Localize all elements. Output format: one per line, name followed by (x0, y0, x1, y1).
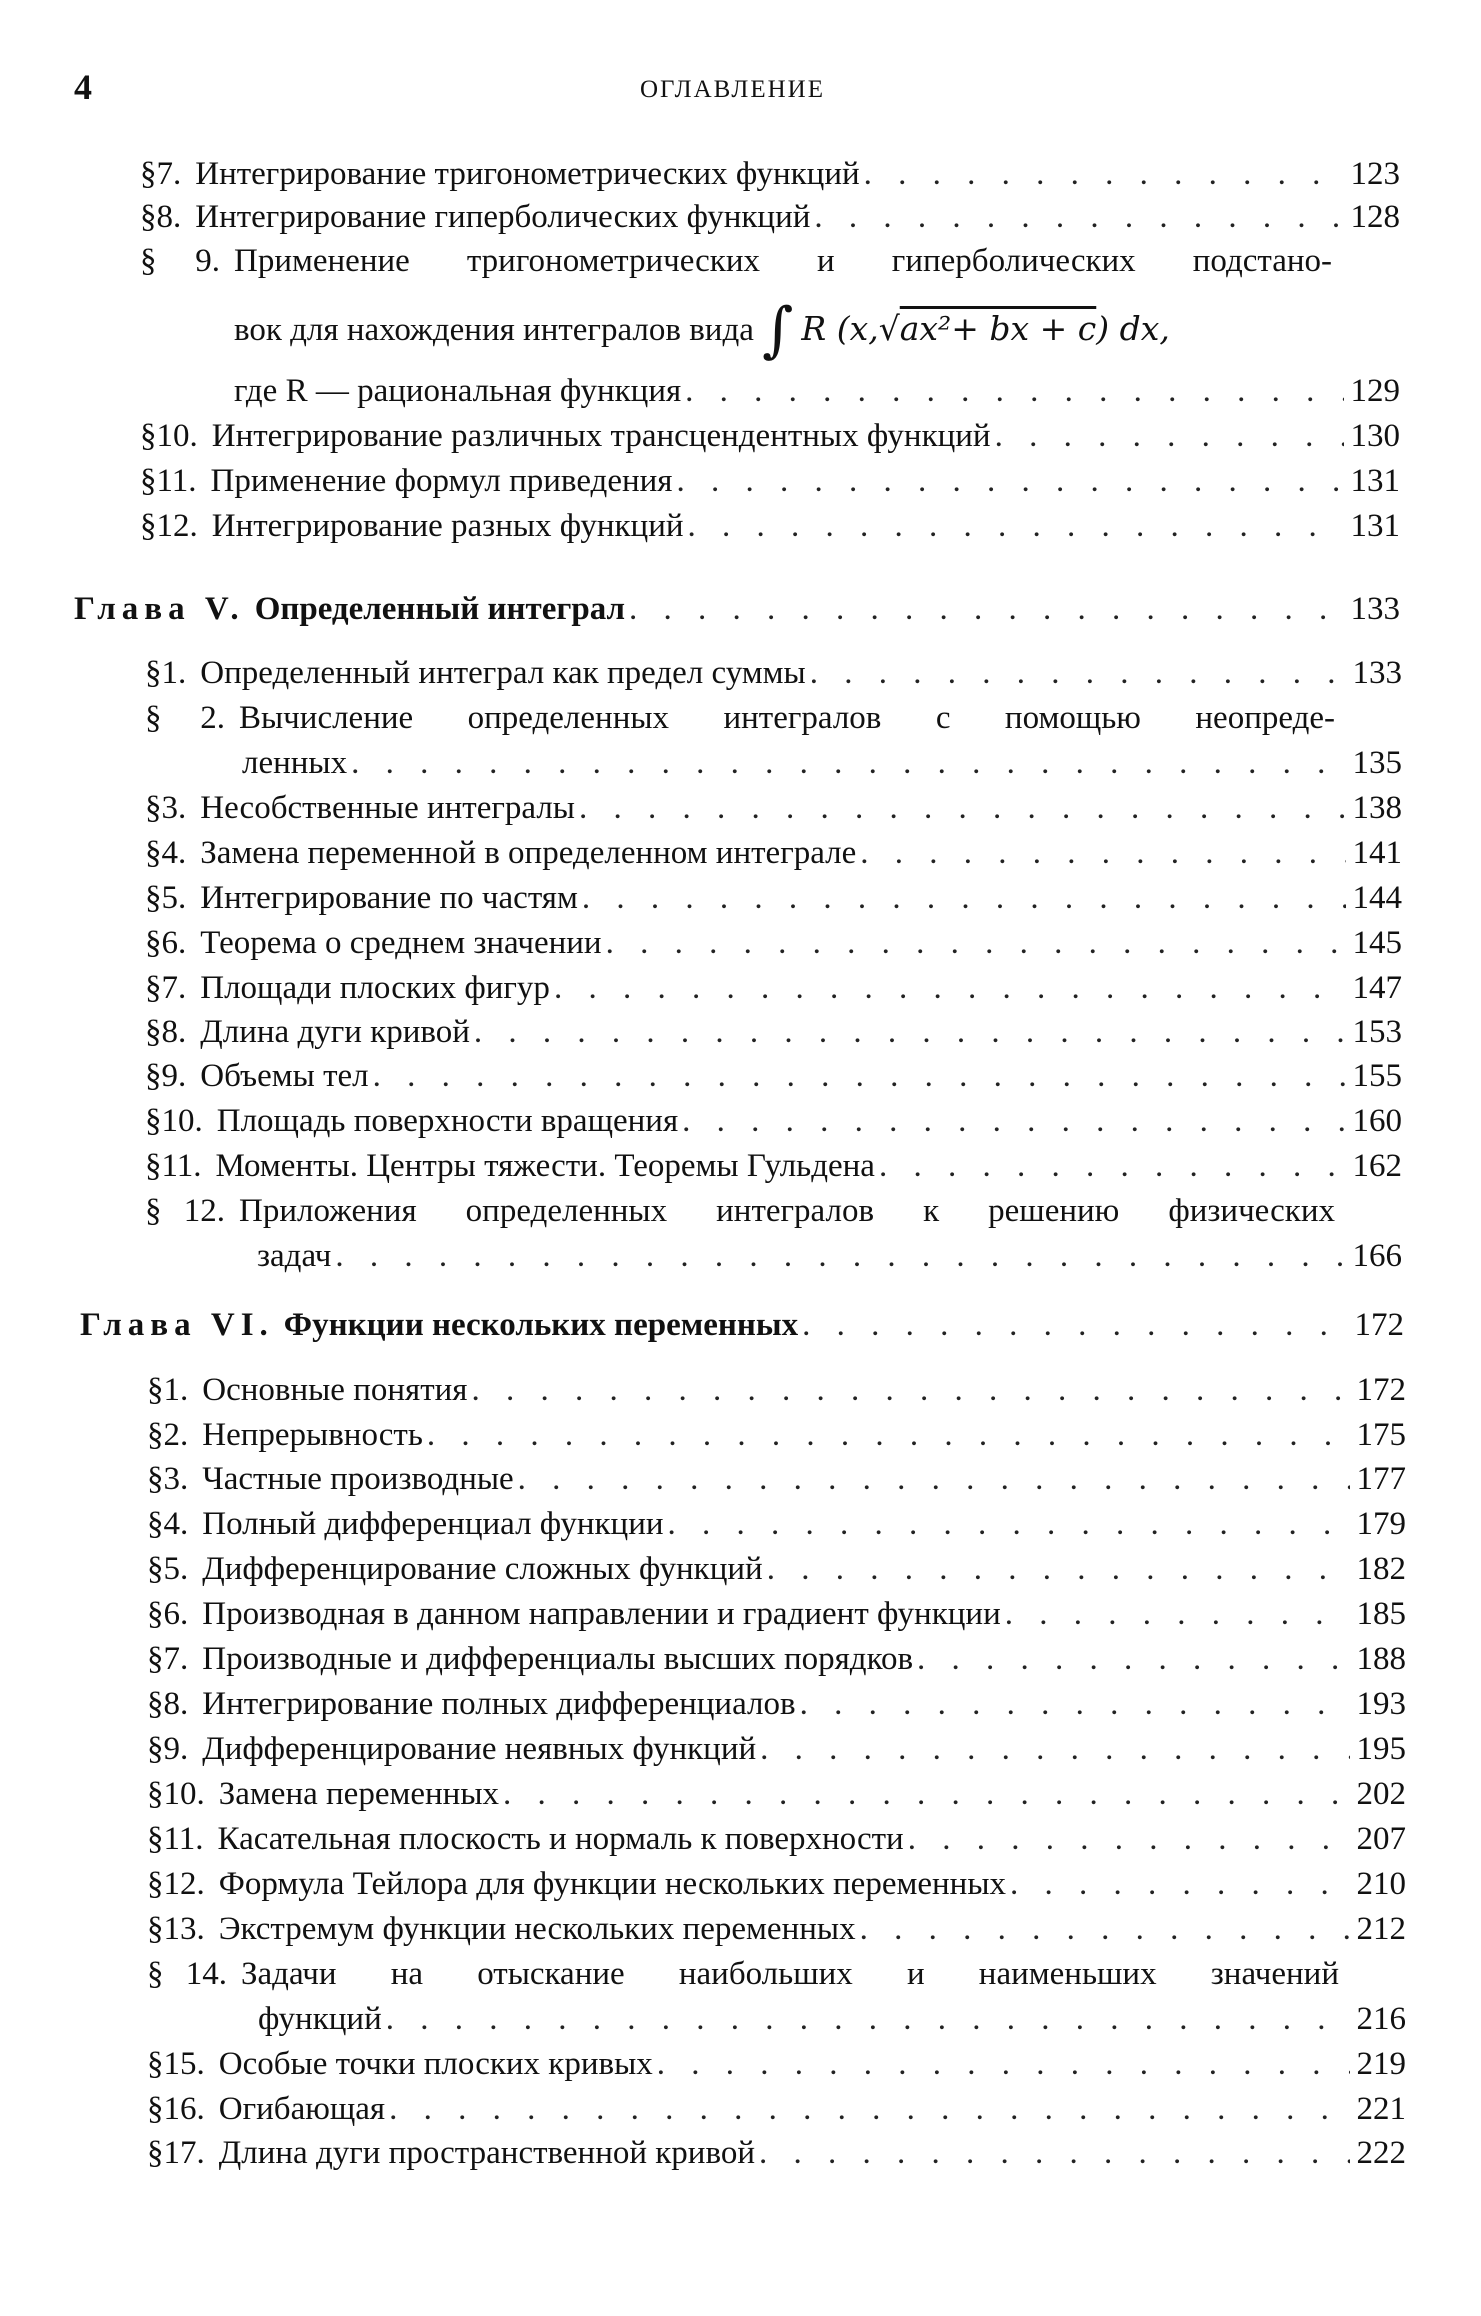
page-number: 4 (74, 67, 92, 107)
section-sign: § (145, 925, 162, 961)
toc-entry[interactable] (145, 923, 1402, 963)
chapter-heading-v[interactable] (74, 589, 1400, 629)
leader-dots (688, 506, 1344, 546)
entry-number: 2. (163, 1417, 189, 1453)
entry-title: Интегрирование гиперболических функций (195, 199, 811, 235)
section-sign: § (145, 970, 162, 1006)
entry-page: 153 (1352, 1014, 1402, 1050)
toc-entry[interactable] (147, 2133, 1406, 2173)
entry-title: Экстремум функции нескольких переменных (218, 1911, 856, 1947)
chapter-title: Определенный интеграл (254, 591, 626, 627)
entry-title: Длина дуги пространственной кривой (218, 2135, 755, 2171)
leader-dots (503, 1774, 1350, 1814)
entry-page: 131 (1350, 463, 1400, 499)
leader-dots (864, 154, 1344, 194)
entry-title: Особые точки плоских кривых (218, 2046, 653, 2082)
entry-title: Площади плоских фигур (200, 970, 550, 1006)
leader-dots (351, 743, 1346, 783)
leader-dots (917, 1639, 1350, 1679)
running-head: ОГЛАВЛЕНИЕ (640, 76, 825, 103)
toc-entry[interactable] (145, 1012, 1402, 1052)
toc-entry[interactable] (140, 416, 1400, 456)
toc-entry[interactable] (147, 1774, 1406, 1814)
entry-number: 4. (161, 835, 187, 871)
leader-dots (810, 653, 1346, 693)
toc-entry[interactable] (147, 2044, 1406, 2084)
entry-title: Применение формул приведения (210, 463, 673, 499)
entry-number: 7. (161, 970, 187, 1006)
entry-title: Производные и дифференциалы высших порядков (202, 1641, 914, 1677)
entry-number: 16. (163, 2091, 205, 2127)
entry-title: Теорема о среднем значении (200, 925, 602, 961)
entry-page: 129 (1350, 373, 1400, 409)
leader-dots (629, 589, 1344, 629)
entry-page: 210 (1356, 1866, 1406, 1902)
entry-title: Дифференцирование сложных функций (202, 1551, 763, 1587)
chapter-page: 172 (1354, 1307, 1404, 1343)
entry-page: 133 (1352, 655, 1402, 691)
leader-dots (427, 1415, 1350, 1455)
leader-dots (802, 1305, 1348, 1345)
section-sign: § (147, 1866, 164, 1902)
entry-page: 145 (1352, 925, 1402, 961)
entry-page: 160 (1352, 1103, 1402, 1139)
entry-page: 202 (1356, 1776, 1406, 1812)
section-sign: § (140, 508, 157, 544)
entry-title-line: Вычисление определенных интегралов с помощью неопреде- (239, 700, 1335, 736)
toc-entry[interactable] (145, 878, 1402, 918)
entry-title: Огибающая (218, 2091, 386, 2127)
entry-page: 144 (1352, 880, 1402, 916)
section-sign: § (147, 1641, 164, 1677)
entry-title-line: Применение тригонометрических и гиперболических подстано- (234, 243, 1332, 279)
toc-entry[interactable] (140, 154, 1400, 194)
entry-title: Интегрирование полных дифференциалов (202, 1686, 796, 1722)
entry-title: Касательная плоскость и нормаль к поверхности (217, 1821, 904, 1857)
entry-page: 172 (1356, 1372, 1406, 1408)
section-sign: § (145, 700, 162, 736)
radicand: ax²+ bx + c (899, 309, 1097, 348)
toc-entry-line (234, 371, 1400, 411)
section-sign: § (147, 1596, 164, 1632)
entry-page: 155 (1352, 1058, 1402, 1094)
entry-page: 185 (1356, 1596, 1406, 1632)
toc-entry-line (145, 698, 1335, 738)
entry-number: 12. (183, 1193, 225, 1229)
entry-number: 8. (163, 1686, 189, 1722)
toc-entry[interactable] (140, 197, 1400, 237)
leader-dots (759, 2133, 1350, 2173)
entry-page: 212 (1356, 1911, 1406, 1947)
entry-title-line: Задачи на отыскание наибольших и наименьших значений (241, 1956, 1339, 1992)
section-sign: § (147, 1372, 164, 1408)
entry-title: Определенный интеграл как предел суммы (200, 655, 806, 691)
entry-page: 175 (1356, 1417, 1406, 1453)
section-sign: § (147, 1911, 164, 1947)
radical-sign: √ (878, 309, 900, 348)
leader-dots (657, 2044, 1350, 2084)
toc-entry[interactable] (145, 653, 1402, 693)
entry-title-line: ленных (242, 745, 348, 781)
toc-entry-line (145, 1191, 1335, 1231)
entry-title: Моменты. Центры тяжести. Теоремы Гульдена (215, 1148, 875, 1184)
section-sign: § (147, 1551, 164, 1587)
section-sign: § (147, 1417, 164, 1453)
section-sign: § (145, 1148, 162, 1184)
entry-page: 195 (1356, 1731, 1406, 1767)
formula-part: R (x, (801, 309, 879, 348)
toc-entry[interactable] (145, 1101, 1402, 1141)
entry-title: Несобственные интегралы (200, 790, 575, 826)
entry-number: 11. (161, 1148, 202, 1184)
entry-number: 7. (163, 1641, 189, 1677)
section-sign: § (140, 243, 157, 279)
entry-page: 219 (1356, 2046, 1406, 2082)
toc-entry[interactable] (147, 1639, 1406, 1679)
section-sign: § (140, 156, 157, 192)
entry-title: Дифференцирование неявных функций (202, 1731, 757, 1767)
section-sign: § (147, 2135, 164, 2171)
entry-number: 4. (163, 1506, 189, 1542)
entry-number: 7. (156, 156, 182, 192)
entry-title: Замена переменных (218, 1776, 499, 1812)
toc-entry-line (147, 1954, 1339, 1994)
chapter-page: 133 (1350, 591, 1400, 627)
leader-dots (814, 197, 1344, 237)
toc-entry[interactable] (147, 1415, 1406, 1455)
leader-dots (386, 1999, 1350, 2039)
toc-entry[interactable] (147, 2089, 1406, 2129)
leader-dots (606, 923, 1346, 963)
leader-dots (582, 878, 1346, 918)
entry-number: 9. (195, 243, 220, 279)
entry-title-line: задач (257, 1238, 332, 1274)
entry-page: 130 (1350, 418, 1400, 454)
entry-page: 131 (1350, 508, 1400, 544)
toc-entry[interactable] (145, 833, 1402, 873)
chapter-label: Глава V. (74, 591, 245, 627)
entry-number: 6. (161, 925, 187, 961)
entry-title: Формула Тейлора для функции нескольких переменных (218, 1866, 1006, 1902)
entry-number: 11. (163, 1821, 204, 1857)
entry-number: 10. (161, 1103, 203, 1139)
entry-title: Частные производные (202, 1461, 514, 1497)
toc-entry[interactable] (147, 1594, 1406, 1634)
entry-page: 141 (1352, 835, 1402, 871)
entry-number: 10. (163, 1776, 205, 1812)
entry-page: 182 (1356, 1551, 1406, 1587)
leader-dots (554, 968, 1346, 1008)
entry-number: 8. (156, 199, 182, 235)
formula-part: ) dx, (1096, 309, 1170, 348)
entry-page: 188 (1356, 1641, 1406, 1677)
entry-number: 17. (163, 2135, 205, 2171)
chapter-label: Глава VI. (80, 1307, 274, 1343)
section-sign: § (147, 2091, 164, 2127)
entry-title: Замена переменной в определенном интеграле (200, 835, 857, 871)
leader-dots (767, 1549, 1350, 1589)
section-sign: § (147, 2046, 164, 2082)
leader-dots (682, 1101, 1346, 1141)
entry-title-line: Приложения определенных интегралов к решению физических (239, 1193, 1335, 1229)
leader-dots (760, 1729, 1350, 1769)
toc-entry[interactable] (147, 1819, 1406, 1859)
toc-entry[interactable] (147, 1504, 1406, 1544)
toc-entry-line (257, 1236, 1402, 1276)
entry-title: Длина дуги кривой (200, 1014, 470, 1050)
toc-entry[interactable] (147, 1459, 1406, 1499)
entry-title: Площадь поверхности вращения (216, 1103, 679, 1139)
leader-dots (335, 1236, 1346, 1276)
entry-title-line: функций (258, 2001, 382, 2037)
toc-entry[interactable] (140, 506, 1400, 546)
entry-title-line: где R — рациональная функция (234, 373, 682, 409)
entry-number: 9. (161, 1058, 187, 1094)
leader-dots (389, 2089, 1350, 2129)
toc-entry[interactable] (147, 1729, 1406, 1769)
entry-title: Объемы тел (200, 1058, 369, 1094)
toc-entry[interactable] (145, 968, 1402, 1008)
entry-number: 11. (156, 463, 197, 499)
section-sign: § (145, 1103, 162, 1139)
section-sign: § (145, 880, 162, 916)
entry-number: 5. (161, 880, 187, 916)
toc-entry[interactable] (145, 788, 1402, 828)
entry-page: 166 (1352, 1238, 1402, 1274)
leader-dots (518, 1459, 1350, 1499)
section-sign: § (147, 1506, 164, 1542)
entry-page: 123 (1350, 156, 1400, 192)
section-sign: § (145, 835, 162, 871)
leader-dots (879, 1146, 1346, 1186)
section-sign: § (147, 1776, 164, 1812)
section-sign: § (140, 418, 157, 454)
chapter-title: Функции нескольких переменных (283, 1307, 799, 1343)
leader-dots (685, 371, 1344, 411)
section-sign: § (147, 1461, 164, 1497)
section-sign: § (145, 1193, 162, 1229)
integral-sign: ∫ (762, 295, 794, 365)
leader-dots (668, 1504, 1350, 1544)
section-sign: § (140, 199, 157, 235)
entry-number: 1. (161, 655, 187, 691)
toc-entry[interactable] (145, 1146, 1402, 1186)
section-sign: § (147, 1821, 164, 1857)
entry-title: Интегрирование различных трансцендентных функций (211, 418, 991, 454)
toc-entry[interactable] (147, 1909, 1406, 1949)
toc-entry-line (258, 1999, 1406, 2039)
entry-page: 135 (1352, 745, 1402, 781)
leader-dots (800, 1684, 1350, 1724)
entry-page: 207 (1356, 1821, 1406, 1857)
leader-dots (995, 416, 1344, 456)
entry-page: 128 (1350, 199, 1400, 235)
entry-title: Интегрирование тригонометрических функций (195, 156, 860, 192)
section-sign: § (147, 1686, 164, 1722)
leader-dots (471, 1370, 1350, 1410)
leader-dots (676, 461, 1344, 501)
entry-number: 15. (163, 2046, 205, 2082)
section-sign: § (147, 1956, 164, 1992)
toc-entry[interactable] (147, 1549, 1406, 1589)
entry-title: Основные понятия (202, 1372, 468, 1408)
entry-title: Полный дифференциал функции (202, 1506, 664, 1542)
entry-number: 14. (185, 1956, 227, 1992)
entry-page: 179 (1356, 1506, 1406, 1542)
toc-entry[interactable] (147, 1684, 1406, 1724)
formula-line (234, 295, 1170, 365)
entry-page: 162 (1352, 1148, 1402, 1184)
entry-number: 10. (156, 418, 198, 454)
entry-title: Интегрирование по частям (200, 880, 578, 916)
entry-number: 3. (161, 790, 187, 826)
entry-number: 1. (163, 1372, 189, 1408)
section-sign: § (145, 790, 162, 826)
entry-page: 138 (1352, 790, 1402, 826)
entry-page: 216 (1356, 2001, 1406, 2037)
toc-entry[interactable] (145, 1056, 1402, 1096)
leader-dots (1010, 1864, 1350, 1904)
section-sign: § (147, 1731, 164, 1767)
leader-dots (373, 1056, 1346, 1096)
entry-page: 177 (1356, 1461, 1406, 1497)
entry-number: 3. (163, 1461, 189, 1497)
entry-title-line: вок для нахождения интегралов вида (234, 312, 754, 348)
section-sign: § (145, 655, 162, 691)
leader-dots (579, 788, 1346, 828)
toc-entry-line (242, 743, 1402, 783)
entry-number: 13. (163, 1911, 205, 1947)
entry-number: 12. (156, 508, 198, 544)
toc-entry[interactable] (147, 1864, 1406, 1904)
entry-page: 221 (1356, 2091, 1406, 2127)
leader-dots (474, 1012, 1346, 1052)
toc-entry[interactable] (140, 461, 1400, 501)
entry-title: Интегрирование разных функций (211, 508, 684, 544)
integral-formula (762, 295, 1170, 365)
entry-number: 8. (161, 1014, 187, 1050)
section-sign: § (145, 1014, 162, 1050)
toc-entry[interactable] (147, 1370, 1406, 1410)
entry-title: Производная в данном направлении и градиент функции (202, 1596, 1001, 1632)
leader-dots (860, 1909, 1350, 1949)
entry-number: 9. (163, 1731, 189, 1767)
section-sign: § (145, 1058, 162, 1094)
entry-number: 6. (163, 1596, 189, 1632)
entry-number: 12. (163, 1866, 205, 1902)
entry-number: 2. (200, 700, 225, 736)
section-sign: § (140, 463, 157, 499)
entry-page: 222 (1356, 2135, 1406, 2171)
toc-entry-line (140, 241, 1332, 281)
leader-dots (908, 1819, 1350, 1859)
chapter-heading-vi[interactable] (80, 1305, 1404, 1345)
entry-page: 193 (1356, 1686, 1406, 1722)
entry-page: 147 (1352, 970, 1402, 1006)
leader-dots (860, 833, 1346, 873)
entry-number: 5. (163, 1551, 189, 1587)
entry-title: Непрерывность (202, 1417, 423, 1453)
leader-dots (1005, 1594, 1350, 1634)
